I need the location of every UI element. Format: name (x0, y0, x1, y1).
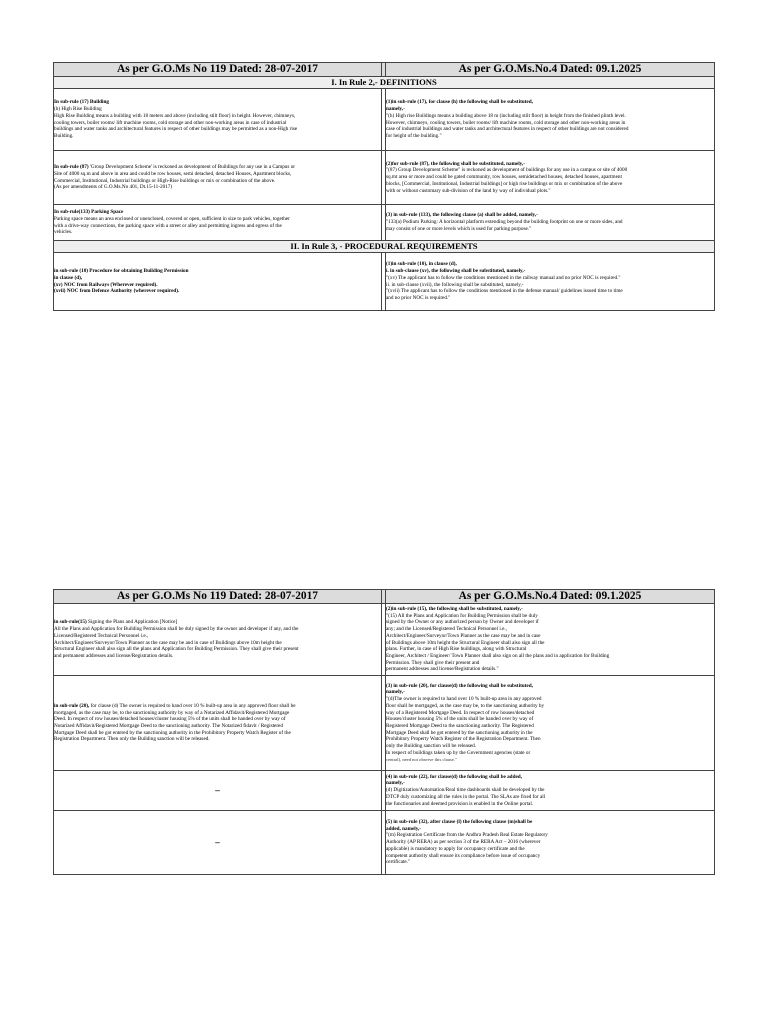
rule-title: in sub-rule(15) (54, 619, 87, 626)
old-rule-cell (54, 604, 382, 676)
rule-line: Mortgage Deed shall be got entered by the sanctioning authority in the Prohibitory Property Watch Register of the (54, 729, 291, 736)
table-row (54, 771, 715, 811)
amendment-line: certificate." (386, 859, 411, 866)
empty-rule-dash: – (54, 771, 382, 811)
amendment-title: namely,- (386, 689, 405, 696)
header-old-order: As per G.O.Ms No 119 Dated: 28-07-2017 (54, 590, 382, 604)
amendment-title: (4) in sub-rule (22), for clause(d) the following shall be added, (386, 773, 522, 780)
amendment-line: However, chimneys, cooling towers, boiler rooms/ lift machine rooms, cold storage and other non-working areas in (386, 119, 626, 126)
new-rule-cell (386, 604, 715, 676)
new-rule-cell (386, 771, 715, 811)
amendment-line: permanent addresses and license/Registration details." (386, 666, 499, 673)
rule-line: (As per amendments of G.O.Ms.No 401, Dt.15-11-2017) (54, 184, 173, 191)
amendment-line: way of a Registered Mortgage Deed. In respect of row houses/detached (386, 709, 535, 716)
table-row (54, 151, 715, 205)
amendment-title: i. in sub-clause (xv), the following shall be substituted, namely,- (386, 268, 526, 275)
rule-line: All the Plans and Application for Building Permission shall be duly signed by the owner and developer if any, and the (54, 626, 299, 633)
old-rule-cell (54, 676, 382, 771)
table-row (54, 253, 715, 311)
comparison-table-2 (53, 589, 715, 875)
empty-rule-dash: – (54, 811, 382, 875)
amendment-line: of Buildings above 10m height the Structural Engineer shall also sign all the (386, 639, 545, 646)
amendment-line: "(h) High rise Buildings means a building above 18 m (including stilt floor) in height from the finished plinth level. (386, 112, 626, 119)
rule-line: Notarized Affidavit/Registered Mortgage Deed to the sanctioning authority. The Notarized fidavit / Registered (54, 723, 283, 729)
table-row (54, 604, 715, 676)
new-rule-cell (386, 151, 715, 205)
new-rule-cell (386, 205, 715, 241)
rule-title: In sub-rule(133) Parking Space (54, 209, 124, 216)
amendment-line: blocks, [Commercial, Institutional, Industrial buildings] or high rise buildings or mix or combination of the above (386, 180, 623, 187)
amendment-title: (1)in sub-rule (10), in clause (d), (386, 261, 457, 268)
rule-line: Structural Engineer shall also sign all the plans and Application for Building Permission. They shall give their present (54, 646, 299, 653)
amendment-line: may consist of one or more levels which is used for parking purpose." (386, 225, 532, 232)
amendment-line: signed by the Owner or any authorized person by Owner and developer if (386, 619, 539, 626)
amendment-line: the functionaries and deemed provision is enabled in the Online portal. (386, 800, 534, 807)
rule-line: Site of 4000 sq.m and above in area and could be row houses, semi detached, detached Houses, Apartment blocks, (54, 170, 292, 177)
rule-line: Deed. In respect of row houses/detached houses/cluster housing 5% of the units shall be handed over by way of (54, 716, 286, 723)
amendment-title: added, namely,- (386, 825, 422, 832)
amendment-line: competent authority shall ensure its compliance before issue of occupancy (386, 852, 541, 859)
amendment-line: Permission. They shall give their present and (386, 659, 480, 666)
rule-line: in clause (d), (54, 274, 83, 281)
amendment-line: sq.mt area or more and could be gated community, row houses, semidetached houses, detached houses, apartment (386, 174, 622, 181)
table-row (54, 811, 715, 875)
comparison-table-1 (53, 62, 715, 311)
amendment-line: Engineer, Architect / Engineer/ Town Planner shall also sign on all the plans and in application for Building (386, 652, 610, 659)
amendment-line: floor shall be mortgaged, as the case may be, to the sanctioning authority by (386, 702, 545, 709)
amendment-line: Mortgage Deed shall be got entered by the sanctioning authority in the (386, 729, 533, 736)
table-row (54, 205, 715, 241)
section-row-procedural (54, 241, 715, 253)
section-row-definitions (54, 77, 715, 89)
table-header-row (54, 590, 715, 604)
amendment-line: ii. in sub-clause (xvii), the following shall be substituted, namely,- (386, 281, 524, 288)
old-rule-cell (54, 89, 382, 151)
amendment-line: "(xv) The applicant has to follow the conditions mentioned in the railway manual and no prior NOC is required." (386, 274, 621, 281)
new-rule-cell (386, 676, 715, 771)
rule-line: High Rise Building means a building with 18 meters and above (including stilt floor) in height. However, chimneys, (54, 112, 296, 119)
new-rule-cell (386, 811, 715, 875)
section-title: II. In Rule 3, - PROCEDURAL REQUIREMENTS (54, 241, 715, 253)
amendment-line: "(d)The owner is required to hand over 10 % built-up area in any approved (386, 696, 542, 703)
rule-title: In sub-rule (87) (54, 164, 89, 171)
rule-text: for clause (d) The owner is required to hand over 10 % built-up area in any approved floor shall be (89, 702, 296, 709)
table-row (54, 676, 715, 771)
amendment-line: for height of the building." (386, 132, 442, 139)
table-row (54, 89, 715, 151)
rule-line: Registration Department. Then only the Building sanction will be released. (54, 736, 210, 743)
amendment-title: namely,- (386, 106, 405, 113)
amendment-line: "(15) All the Plans and Application for Building Permission shall be duly (386, 612, 538, 619)
amendment-line: case of industrial buildings and water tanks and architectural features in respect of other buildings are not considered (386, 126, 629, 133)
new-rule-cell (386, 89, 715, 151)
old-rule-cell (54, 205, 382, 241)
rule-line: and permanent addresses and license/Registration details. (54, 652, 174, 659)
amendment-title: (2)in sub-rule (15), the following shall be substituted, namely,- (386, 605, 523, 612)
header-new-order: As per G.O.Ms.No.4 Dated: 09.1.2025 (386, 590, 715, 604)
table-header-row (54, 63, 715, 77)
rule-line: (xv) NOC from Railways (Wherever required). (54, 281, 158, 288)
rule-title: in sub-rule (20), (54, 702, 90, 709)
rule-line (54, 164, 381, 171)
rule-line: Commercial, Institutional, Industrial buildings or High-Rise buildings or mix or combination of the above. (54, 177, 276, 184)
rule-title: in sub-rule (10) Procedure for obtaining Building Permission (54, 268, 189, 275)
amendment-line: and no prior NOC is required." (386, 294, 451, 301)
amendment-title: (2)for sub-rule (87), the following shall be substituted, namely,- (386, 160, 525, 167)
rule-line: (h) High Rise Building (54, 106, 102, 113)
amendment-line: plans. Further, in case of High Rise buildings, along with Structural (386, 646, 527, 653)
rule-title: In sub-rule (17) Building (54, 99, 109, 106)
header-new-order: As per G.O.Ms.No.4 Dated: 09.1.2025 (386, 63, 715, 77)
amendment-line: (d) Digitization/Automation/Real time dashboards shall be developed by the (386, 787, 545, 794)
amendment-line: applicable) is mandatory to apply for occupancy certificate and the (386, 845, 525, 852)
amendment-line-clipped: central), need not observe this clause." (386, 756, 457, 762)
amendment-line: "133(a) Podium Parking: A horizontal platform extending beyond the building footprint on one or more sides, and (386, 219, 623, 226)
rule-line: vehicles. (54, 229, 73, 236)
amendment-line: any; and the Licensed/Registered Technical Personnel i.e., (386, 626, 507, 633)
rule-line: Licensed/Registered Technical Personnel i.e., (54, 632, 149, 639)
amendment-line: "(xvii) The applicant has to follow the conditions mentioned in the defense manual/ guidelines issued time to time (386, 288, 623, 295)
rule-line: (xvii) NOC from Defence Authority (wherever required). (54, 288, 180, 295)
rule-line: mortgaged, as the case may be, to the sanctioning authority by way of a Notarized Affidavit/Registered Mortgage (54, 709, 290, 716)
rule-line: Parking space means an area enclosed or unenclosed, covered or open, sufficient in size to park vehicles, together (54, 215, 290, 222)
rule-line: cooling towers, boiler rooms/ lift machine rooms, cold storage and other non-working areas in case of industrial (54, 119, 287, 126)
amendment-line: DTCP duly customizing all the rules in the portal. The SLAs are fixed for all (386, 793, 546, 800)
header-old-order: As per G.O.Ms No 119 Dated: 28-07-2017 (54, 63, 382, 77)
old-rule-cell (54, 151, 382, 205)
old-rule-cell (54, 253, 382, 311)
amendment-title: (3) in sub-rule (133), the following clause (a) shall be added, namely,- (386, 212, 538, 219)
new-rule-cell (386, 253, 715, 311)
amendment-line: Authority (AP RERA) as per section 3 of the RERA Act – 2016 (wherever (386, 839, 541, 846)
amendment-line: In respect of buildings taken up by the Government agencies (state or (386, 749, 531, 756)
amendment-line: "(m) Registration Certificate from the Andhra Pradesh Real Estate Regulatory (386, 832, 548, 839)
amendment-title: (5) in sub-rule (32), after clause (l) the following clause (m)shall be (386, 819, 533, 826)
amendment-line: Architect/Engineer/Surveyor/Town Planner as the case may be and in case (386, 632, 541, 639)
rule-text: 'Group Development Scheme' is reckoned as development of Buildings for any use in a Campus or (89, 164, 296, 171)
amendment-line: only the Building sanction will be released. (386, 743, 477, 750)
rule-line: Architect/Engineer/Surveyor/Town Planner as the case may be and in case of Buildings above 10m height the (54, 639, 282, 646)
amendment-line: Prohibitory Property Watch Register of the Registration Department. Then (386, 736, 541, 743)
amendment-line: Registered Mortgage Deed to the sanctioning authority. The Registered (386, 723, 534, 729)
section-title: I. In Rule 2,- DEFINITIONS (54, 77, 715, 89)
rule-line: buildings and water tanks and architectural features in respect of other buildings may be permitted as a non-High rise (54, 126, 298, 133)
amendment-line: with or without customary sub-division of the land by way of individual plots." (386, 187, 551, 194)
rule-line (54, 703, 381, 710)
rule-line: with a drive-way connections, the parking space with a street or alley and permitting ingress and egress of the (54, 222, 282, 229)
amendment-line: Houses/cluster housing 5% of the units shall be handed over by way of (386, 716, 534, 723)
amendment-title: (1)in sub-rule (17), for clause (h) the following shall be substituted, (386, 99, 533, 106)
rule-text: Signing the Plans and Application [Notice] (86, 619, 178, 626)
amendment-title: namely,- (386, 780, 405, 787)
amendment-line: "(87) Group Development Scheme" is reckoned as development of buildings for any use in a campus or site of 4000 (386, 167, 628, 174)
amendment-title: (3) in sub-rule (20), for clause(d) the following shall be substituted, (386, 682, 533, 689)
rule-line: Building. (54, 132, 74, 139)
